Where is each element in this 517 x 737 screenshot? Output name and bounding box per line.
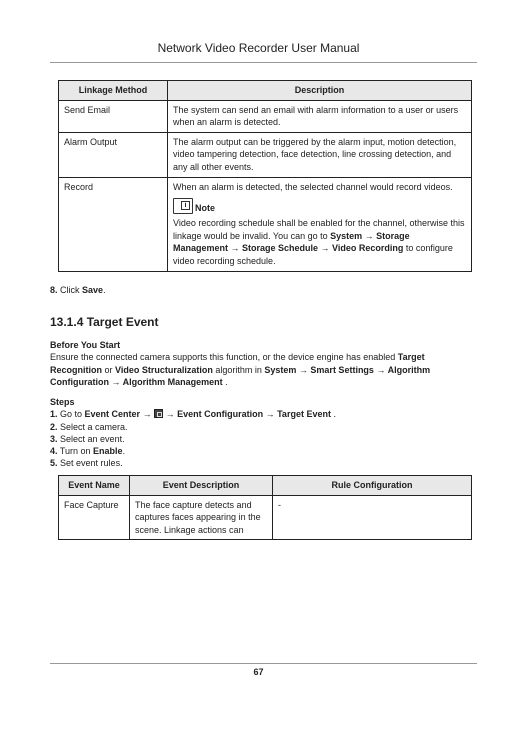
linkage-method-cell: Record [59,177,168,271]
table-header-row [59,476,472,496]
video-structuralization-keyword: Video Structuralization [115,364,213,375]
step-3 [50,433,470,446]
step-end: . [122,446,126,456]
step-2 [50,421,470,434]
step-number: 1. [50,409,58,419]
before-you-start-heading: Before You Start [50,340,121,350]
step-text: Select a camera. [60,422,128,432]
note-text-prefix: Video recording schedule shall be enabled for the channel, otherwise this linkage would be invalid. You can go to [173,218,465,241]
description-cell [168,177,472,271]
note-label: Note [195,202,215,213]
page-header: Network Video Recorder User Manual [157,41,360,55]
step-text: Turn on [59,446,94,456]
table-row [59,177,472,271]
note-text [173,217,466,267]
step-number: 8. [50,285,58,295]
column-header: Event Description [130,476,273,496]
linkage-method-table [58,80,472,272]
settings-icon [154,409,163,418]
table-row [59,132,472,177]
event-name-cell: Face Capture [59,495,130,540]
section-heading: 13.1.4 Target Event [50,315,159,329]
event-center-keyword: Event Center → [84,409,152,419]
steps-heading: Steps [50,397,75,407]
before-you-start-text [50,351,470,389]
note-menu-path: System → Storage Management → Storage Schedule → Video Recording [173,230,410,254]
step-number: 2. [50,422,58,432]
step-text: Select an event. [60,434,125,444]
target-recognition-keyword: Target Recognition [50,352,425,375]
linkage-method-cell: Alarm Output [59,132,168,177]
page-number: 67 [253,667,264,677]
note-icon: i [173,198,193,214]
step-4 [50,445,470,458]
step-text: Set event rules. [60,458,123,468]
target-event-table [58,475,472,540]
step-end: . [330,409,336,419]
step-8 [50,284,470,297]
text-fragment: algorithm in [212,364,265,375]
text-fragment: . [222,377,228,388]
column-header: Event Name [59,476,130,496]
table-header-row [59,81,472,101]
step-end: . [103,285,106,295]
algorithm-menu-path: System → Smart Settings → Algorithm Configuration → Algorithm Management [50,364,431,388]
description-cell: The alarm output can be triggered by the alarm input, motion detection, video tampering detection, face detection, line crossing detection, and any all other events. [168,132,472,177]
enable-keyword: Enable [93,446,123,456]
step-number: 4. [50,446,58,456]
column-header: Description [168,81,472,101]
column-header: Rule Configuration [273,476,472,496]
rule-configuration-cell: - [273,495,472,540]
note-text-suffix: to configure video recording schedule. [173,243,453,266]
table-row [59,495,472,540]
note-header [173,198,466,214]
save-keyword: Save [82,285,104,295]
event-configuration-path: → Event Configuration → Target Event [165,409,331,419]
text-fragment: or [102,364,116,375]
text-fragment: Ensure the connected camera supports this function, or the device engine has enabled [50,352,398,362]
linkage-method-cell: Send Email [59,100,168,132]
record-description: When an alarm is detected, the selected channel would record videos. [173,181,453,192]
footer-divider [50,663,477,664]
step-text: Go to [60,409,85,419]
description-cell: The system can send an email with alarm information to a user or users when an alarm is detected. [168,100,472,132]
step-text: Click [60,285,83,295]
step-number: 5. [50,458,58,468]
event-description-cell: The face capture detects and captures faces appearing in the scene. Linkage actions can [130,495,273,540]
header-divider [50,62,477,63]
table-row [59,100,472,132]
column-header: Linkage Method [59,81,168,101]
step-number: 3. [50,434,58,444]
step-5 [50,457,470,470]
step-1 [50,408,470,421]
